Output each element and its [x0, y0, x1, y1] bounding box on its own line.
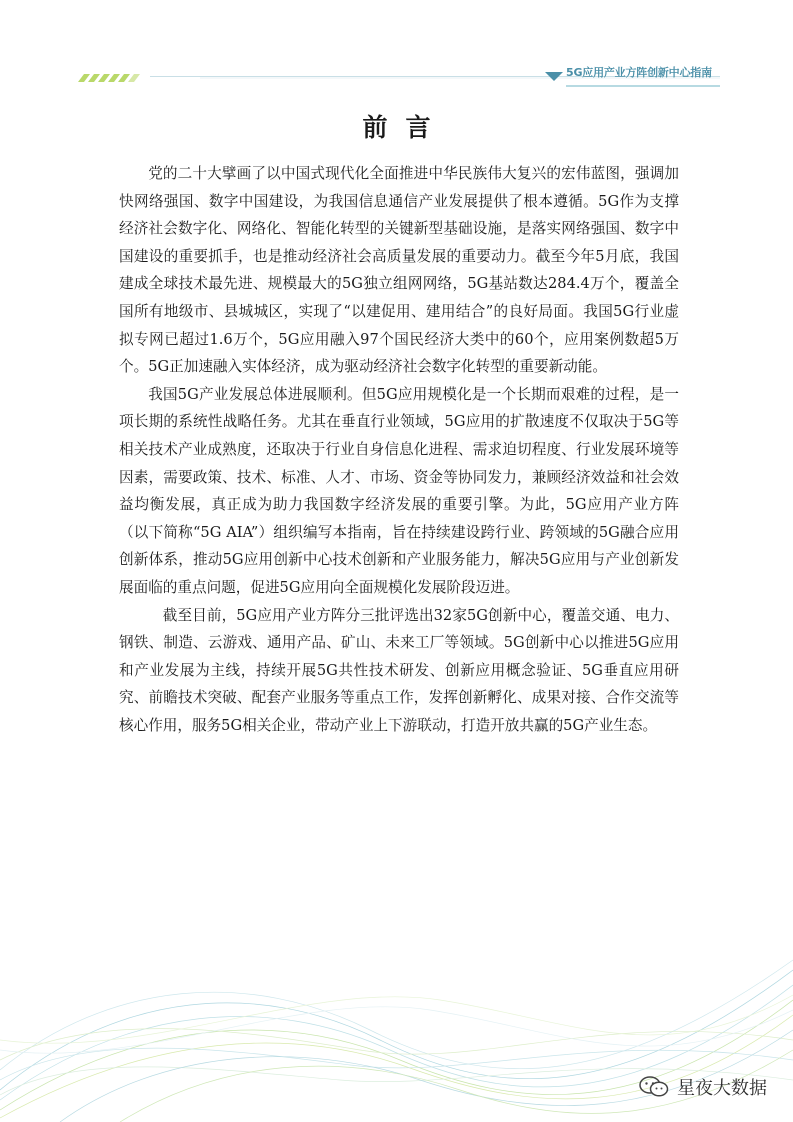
header-stripes [78, 74, 140, 82]
wechat-icon [639, 1076, 669, 1098]
watermark-text: 星夜大数据 [677, 1078, 767, 1099]
watermark [639, 1074, 767, 1100]
preface-body [119, 160, 679, 739]
paragraph: 我国5G产业发展总体进展顺利。但5G应用规模化是一个长期而艰难的过程，是一项长期的系统性战略任务。尤其在垂直行业领域，5G应用的扩散速度不仅取决于5G等相关技术产业成熟度，还取决于行业自身信息化进程、需求迫切程度、行业发展环境等因素，需要政策、技术、标准、人才、市场、资金等协同发力，兼顾经济效益和社会效益均衡发展，真正成为助力我国数字经济发展的重要引擎。为此，5G应用产业方阵（以下简称“5G AIA”）组织编写本指南，旨在持续建设跨行业、跨领域的5G融合应用创新体系，推动5G应用创新中心技术创新和产业服务能力，解决5G应用与产业创新发展面临的重点问题，促进5G应用向全面规模化发展阶段迈进。 [119, 385, 679, 596]
page-title: 前言 [362, 113, 449, 142]
paragraph: 截至目前，5G应用产业方阵分三批评选出32家5G创新中心，覆盖交通、电力、钢铁、制造、云游戏、通用产品、矿山、未来工厂等领域。5G创新中心以推进5G应用和产业发展为主线，持续开展5G共性技术研发、创新应用概念验证、5G垂直应用研究、前瞻技术突破、配套产业服务等重点工作，发挥创新孵化、成果对接、合作交流等核心作用，服务5G相关企业，带动产业上下游联动，打造开放共赢的5G产业生态。 [119, 606, 679, 734]
paragraph: 党的二十大擘画了以中国式现代化全面推进中华民族伟大复兴的宏伟蓝图，强调加快网络强国、数字中国建设，为我国信息通信产业发展提供了根本遵循。5G作为支撑经济社会数字化、网络化、智能化转型的关键新型基础设施，是落实网络强国、数字中国建设的重要抓手，也是推动经济社会高质量发展的重要动力。截至今年5月底，我国建成全球技术最先进、规模最大的5G独立组网网络，5G基站数达284.4万个，覆盖全国所有地级市、县城城区，实现了“以建促用、建用结合”的良好局面。我国5G行业虚拟专网已超过1.6万个，5G应用融入97个国民经济大类中的60个，应用案例数超5万个。5G正加速融入实体经济，成为驱动经济社会数字化转型的重要新动能。 [119, 165, 679, 376]
header-decoration [0, 0, 793, 100]
header-title: 5G应用产业方阵创新中心指南 [566, 66, 712, 79]
